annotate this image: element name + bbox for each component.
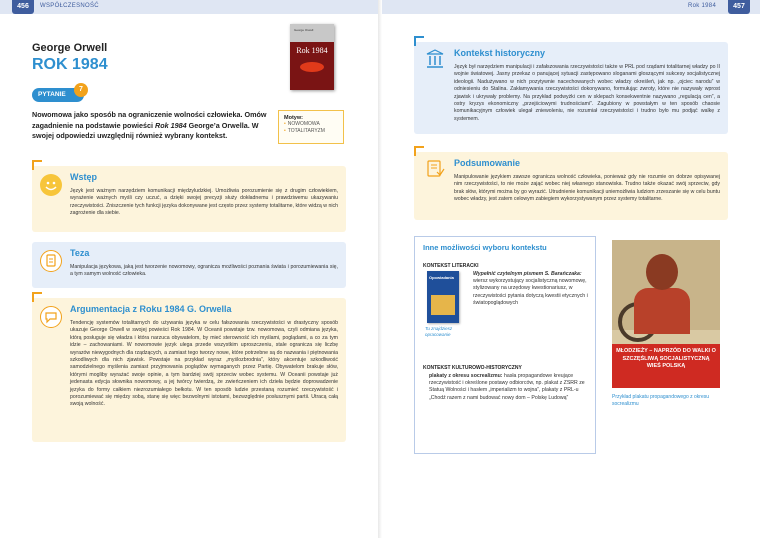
literary-bold: Wypełnić czytelnym pismem S. Barańczaka: xyxy=(473,271,582,277)
question-part1: Nowomowa jako sposób na ograniczenie wolności człowieka. Omów zagadnienie na podstawie powieści xyxy=(32,110,267,130)
summary-section xyxy=(414,152,728,220)
poster-figure xyxy=(634,288,690,334)
summary-text: Manipulowanie językiem zawsze ogranicza wolność człowieka, ponieważ gdy nie rozumie on dobrze opisywanej nim rzeczywistości, to nie może zająć wobec niej własnego stanowiska. Trudno także okazać swój sprzeciw, gdy brak słów, którymi można by go wyrazić. Utrudnienie komunikacji uniemożliwia ludziom zrzeszanie się w celu buntu wobec władzy, jest zatem celowym zabiegiem wykorzystywanym przez systemy totalitarne. xyxy=(454,174,720,203)
poster-head xyxy=(646,254,678,290)
summary-icon xyxy=(424,158,446,180)
historical-context-title: Kontekst historyczny xyxy=(454,48,546,58)
poster-caption: Przykład plakatu propagandowego z okresu socrealizmu xyxy=(612,394,710,407)
mini-cover-title: Opowiadania xyxy=(429,275,454,280)
question-part2: George’a Orwella. W swojej odpowiedzi uwzględnij również wybrany kontekst. xyxy=(32,120,259,140)
thesis-title: Teza xyxy=(70,248,90,258)
literary-context-text xyxy=(473,271,589,307)
smile-icon xyxy=(40,174,62,196)
other-contexts-heading: Inne możliwości wyboru kontekstu xyxy=(423,243,547,252)
motifs-box xyxy=(278,110,344,144)
book-cover-image xyxy=(290,24,334,90)
mini-cover-graphic xyxy=(431,295,455,315)
right-section-label: Rok 1984 xyxy=(688,3,717,9)
argument-icon xyxy=(40,306,62,328)
author-name: George Orwell xyxy=(32,42,108,54)
summary-title: Podsumowanie xyxy=(454,158,521,168)
literary-body: wiersz wykorzystujący socjalistyczną nowomowę, stylizowany na urzędowy kwestionariusz, w rzeczywistości pytania dotyczą kwestii etycznych i światopoglądowych xyxy=(473,278,588,306)
right-page-number: 457 xyxy=(728,0,750,14)
propaganda-poster-image xyxy=(612,240,720,388)
thesis-section xyxy=(32,242,346,288)
left-section-label: WSPÓŁCZESNOŚĆ xyxy=(40,3,99,9)
historical-context-section xyxy=(414,42,728,134)
book-caption: Tu znajdziesz opracowanie xyxy=(425,326,453,337)
motif-item: • TOTALITARYZM xyxy=(284,128,338,135)
historical-context-text: Język był narzędziem manipulacji i zafałszowania rzeczywistości także w PRL pod rządami totalitarnej władzy po II wojnie światowej. Jasny przekaz o panującej sytuacji zastępowano sloganami głoszącymi sukcesy socjalistycznej ideologii. Nadużywano w nich pozytywnie nacechowanych wobec władzy określeń, jak np. „ojciec narodu” w odniesieniu do Stalina. Zakłamywania rzeczywistości dokonywano, formułując zwroty, które nie nazywały wprost zjawisk i ukrywały problemy. Na przykład podwyżki cen w sklepach konsekwentnie nazywano „regulacją cen”, a ostry kryzys ekonomiczny „przejściowymi trudnościami”. Zagubiony w powstałym w ten sposób chaosie komunikacyjnym człowiek ulegał zniewoleniu, nie rozumiał rzeczywistości i trudno było mu podjąć walkę z systemem. xyxy=(454,64,720,122)
thesis-text: Manipulacja językowa, jaką jest tworzenie nowomowy, ogranicza możliwości poznania świata i porozumiewania się, a tym samym wolność człowieka. xyxy=(70,264,338,278)
argument-title: Argumentacja z Roku 1984 G. Orwella xyxy=(70,304,232,314)
cultural-bold: plakaty z okresu socrealizmu: xyxy=(429,373,503,379)
summary-bracket xyxy=(414,146,424,156)
intro-text: Język jest ważnym narzędziem komunikacji międzyludzkiej. Umożliwia porozumienie się z drugim człowiekiem, wyrażenie ważnych myśli czy uczuć, a dzięki swojej precyzji służy dokładnemu i prawdziwemu ukazywaniu rzeczywistości. Zniszczenie tych funkcji języka dokonywane jest często przez systemy totalitarne, które widzą w nich zagrożenie dla siebie. xyxy=(70,188,338,217)
literary-context-label: KONTEKST LITERACKI xyxy=(423,263,479,269)
cultural-context-label: KONTEKST KULTUROWO-HISTORYCZNY xyxy=(423,365,522,371)
argument-section xyxy=(32,298,346,442)
cover-author: George Orwell xyxy=(294,28,314,32)
argument-bracket xyxy=(32,292,42,302)
thesis-icon xyxy=(40,250,62,272)
other-contexts-box xyxy=(414,236,596,454)
work-title: ROK 1984 xyxy=(32,56,108,73)
cover-eye-graphic xyxy=(300,62,324,72)
question-text xyxy=(32,110,268,142)
historical-bracket xyxy=(414,36,424,46)
column-icon xyxy=(424,48,446,70)
argument-text: Tendencję systemów totalitarnych do używania języka w celu fałszowania rzeczywistości w drastyczny sposób ukazuje George Orwell w swojej powieści Rok 1984. W Oceanii powstaje tzw. nowomowa, czyli odmiana języka, którą posługuje się władza i która narzuca obywatelom, by mieć sterowność ich myślami, poglądami, a co za tym idzie – zachowaniami. W nowomowie język ulega przede wszystkim uproszczeniu, stale ogranicza się liczbę wyrazów niewygodnych dla rządzących, a zamiast tego tworzy nowe, które potrzebne są do nazwania i piętnowania szkodliwych dla nich zjawisk. Powstaje na przykład wyraz „myślozbrodnia”, który akcentuje szkodliwość samodzielnego myślenia zamiast przyjmowania poglądów wymaganych przez Partię. Obywatelom brakuje słów, którymi mogliby wyrażać swoje opinie, a tym bardziej swój sprzeciw wobec systemu. W Oceanii powstaje już jedenasta edycja słownika nowomowy, a jej twórcy twierdzą, że zwieńczeniem ich dzieła będzie doprowadzenie języka do formy całkiem niezrozumiałego bełkotu. W ten sposób ludzie przestaną rozumieć rzeczywistość i porozumiewać się między sobą, stanę się więc bezwolnymi istotami, bezwzględnie posłusznymi partii. Utracą całą swoją wolność. xyxy=(70,320,338,408)
book-spine xyxy=(378,0,382,538)
left-page-number: 456 xyxy=(12,0,34,14)
baranczak-book-cover xyxy=(427,271,459,323)
cover-title: Rok 1984 xyxy=(296,46,328,55)
motif-item: • NOWOMOWA xyxy=(284,121,338,128)
question-badge: PYTANIE xyxy=(32,88,84,102)
intro-section xyxy=(32,166,346,232)
motifs-heading: Motyw: xyxy=(284,115,303,121)
intro-bracket xyxy=(32,160,42,170)
poster-slogan: MŁODZIEŻY – NAPRZÓD DO WALKI O SZCZĘŚLIWĄ SOCJALISTYCZNĄ WIEŚ POLSKĄ xyxy=(616,348,716,369)
question-number-badge: 7 xyxy=(74,83,88,97)
cultural-body: hasła propagandowe kreujące rzeczywistość i określone postawy odbiorców, np. plakat z ZSRR ze Statuą Wolności i hasłem „imperializm to wojna”, plakaty z PRL-u „Chodź razem z nami budować nowy dom – Polskę Ludową” xyxy=(429,373,585,401)
question-italic: Rok 1984 xyxy=(155,120,187,130)
intro-title: Wstęp xyxy=(70,172,97,182)
cultural-context-text xyxy=(429,373,589,402)
